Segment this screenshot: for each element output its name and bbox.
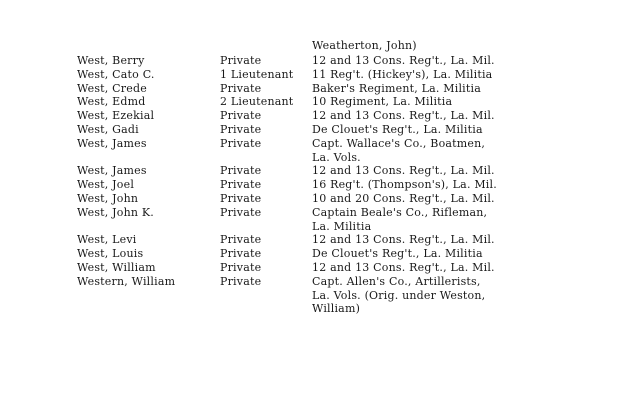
unit-line: La. Vols.: [312, 150, 361, 164]
continued-unit-line: Weatherton, John): [312, 39, 417, 52]
roster-entry: [77, 233, 527, 247]
soldier-rank: Private: [220, 109, 262, 123]
unit-line: 10 Regiment, La. Militia: [312, 95, 453, 109]
soldier-name: Western, William: [77, 274, 176, 288]
soldier-name: West, John K.: [77, 205, 154, 219]
soldier-name: West, Cato C.: [77, 67, 155, 81]
soldier-unit: [312, 261, 512, 275]
soldier-rank: Private: [220, 122, 262, 136]
soldier-name: West, Ezekial: [77, 109, 155, 123]
soldier-unit: [312, 192, 512, 206]
soldier-name: West, Joel: [77, 178, 135, 192]
soldier-unit: [312, 178, 512, 192]
roster-entry: [77, 275, 527, 316]
soldier-rank: Private: [220, 136, 262, 150]
soldier-name: West, Crede: [77, 81, 147, 95]
roster-entry: [77, 247, 527, 261]
roster-entry: [77, 54, 527, 68]
roster-entry: [77, 261, 527, 275]
unit-line: La. Vols. (Orig. under Weston,: [312, 288, 486, 302]
unit-line: William): [312, 302, 361, 316]
soldier-name: West, Gadi: [77, 122, 139, 136]
unit-line: 12 and 13 Cons. Reg't., La. Mil.: [312, 54, 495, 67]
unit-line: 16 Reg't. (Thompson's), La. Mil.: [312, 178, 497, 192]
roster-entry: [77, 206, 527, 234]
soldier-unit: [312, 247, 512, 261]
soldier-rank: Private: [220, 81, 262, 95]
unit-line: La. Militia: [312, 219, 372, 233]
soldier-unit: [312, 68, 512, 82]
unit-line: De Clouet's Reg't., La. Militia: [312, 247, 483, 261]
soldier-rank: Private: [220, 274, 262, 288]
roster-entry: [77, 95, 527, 109]
soldier-unit: [312, 275, 512, 316]
soldier-rank: Private: [220, 164, 262, 178]
soldier-name: West, Louis: [77, 247, 144, 261]
soldier-unit: [312, 164, 512, 178]
soldier-unit: [312, 206, 512, 234]
soldier-name: West, James: [77, 136, 147, 150]
roster-entry: [77, 82, 527, 96]
unit-line: Capt. Wallace's Co., Boatmen,: [312, 136, 486, 150]
soldier-name: West, Edmd: [77, 95, 146, 109]
unit-line: Capt. Allen's Co., Artillerists,: [312, 274, 481, 288]
soldier-rank: Private: [220, 54, 262, 67]
roster-entry: [77, 109, 527, 123]
soldier-name: West, Levi: [77, 233, 137, 247]
soldier-rank: 2 Lieutenant: [220, 95, 294, 109]
soldier-unit: [312, 233, 512, 247]
soldier-name: West, William: [77, 260, 156, 274]
soldier-unit: [312, 109, 512, 123]
soldier-rank: Private: [220, 178, 262, 192]
soldier-name: West, John: [77, 191, 139, 205]
soldier-rank: Private: [220, 260, 262, 274]
unit-line: Baker's Regiment, La. Militia: [312, 81, 482, 95]
unit-line: 12 and 13 Cons. Reg't., La. Mil.: [312, 260, 495, 274]
soldier-unit: [312, 95, 512, 109]
soldier-name: West, Berry: [77, 54, 145, 67]
unit-line: Captain Beale's Co., Rifleman,: [312, 205, 488, 219]
roster-entry: [77, 192, 527, 206]
soldier-rank: Private: [220, 247, 262, 261]
roster-entry: [77, 164, 527, 178]
roster-entry: [77, 123, 527, 137]
unit-line: 11 Reg't. (Hickey's), La. Militia: [312, 67, 493, 81]
soldier-rank: 1 Lieutenant: [220, 67, 294, 81]
roster-entry: [77, 137, 527, 165]
soldier-unit: [312, 137, 512, 165]
unit-line: 10 and 20 Cons. Reg't., La. Mil.: [312, 191, 495, 205]
soldier-name: West, James: [77, 164, 147, 178]
roster-entry: [77, 68, 527, 82]
unit-line: 12 and 13 Cons. Reg't., La. Mil.: [312, 164, 495, 178]
soldier-rank: Private: [220, 191, 262, 205]
unit-line: De Clouet's Reg't., La. Militia: [312, 122, 483, 136]
soldier-rank: Private: [220, 205, 262, 219]
unit-line: 12 and 13 Cons. Reg't., La. Mil.: [312, 233, 495, 247]
soldier-unit: [312, 82, 512, 96]
soldier-unit: [312, 54, 512, 68]
soldier-rank: Private: [220, 233, 262, 247]
roster-entry: [77, 178, 527, 192]
roster-list: [77, 54, 527, 316]
unit-line: 12 and 13 Cons. Reg't., La. Mil.: [312, 109, 495, 123]
soldier-unit: [312, 123, 512, 137]
